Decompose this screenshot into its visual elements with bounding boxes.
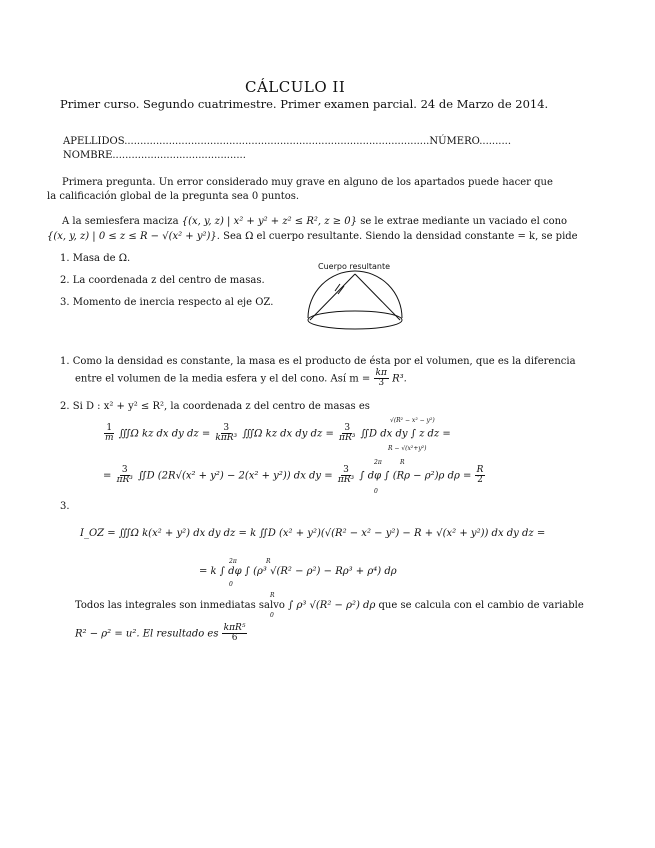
page-title: CÁLCULO II xyxy=(245,78,346,96)
figure-drawing xyxy=(300,258,410,338)
integral-upper-2pi: 2π xyxy=(374,459,382,466)
integral-lower-limit: R − √(x²+y²) xyxy=(388,445,427,452)
solution-2-equation-1: $\frac{1}{m}$ ∭Ω kz dx dy dz = $\frac{3}{\text{kπR³}}$ ∭Ω kz dx dy dz = $\frac{3}{\text{πR³}}$ ∬D dx dy ∫ z dz = xyxy=(105,423,451,444)
subtitle: Primer curso. Segundo cuatrimestre. Primer examen parcial. 24 de Marzo de 2014. xyxy=(60,97,549,111)
solution-1-line-1: 1. Como la densidad es constante, la masa es el producto de ésta por el volumen, que es la diferencia xyxy=(60,356,576,367)
solution-3-label: 3. xyxy=(60,501,70,512)
intro-line-1: Primera pregunta. Un error considerado muy grave en alguno de los apartados puede hacer que xyxy=(62,177,553,188)
solution-2-equation-2: = $\frac{3}{\text{πR³}}$ ∬D (2R√(x² + y²) − 2(x² + y²)) dx dy = $\frac{3}{\text{πR³}}$ ∫ dφ ∫ (Rρ − ρ²)ρ dρ = $\frac{R}{2}$ xyxy=(103,465,484,486)
problem-line-2: {(x, y, z) | 0 ≤ z ≤ R − √(x² + y²)}. Sea Ω el cuerpo resultante. Siendo la densidad constante = k, se pide xyxy=(47,231,578,242)
question-item-3: 3. Momento de inercia respecto al eje OZ. xyxy=(60,297,274,308)
question-item-1: 1. Masa de Ω. xyxy=(60,253,131,264)
problem-line-1: A la semiesfera maciza {(x, y, z) | x² + y² + z² ≤ R², z ≥ 0} se le extrae mediante un vaciado el cono xyxy=(62,216,568,227)
integral-upper-r: R xyxy=(400,459,405,466)
intro-line-2: la calificación global de la pregunta sea 0 puntos. xyxy=(47,191,300,202)
solution-1-line-2: entre el volumen de la media esfera y el del cono. Así m = $\frac{k\pi}{3}$ R³. xyxy=(75,368,407,389)
final-int-lower: 0 xyxy=(270,612,274,619)
s3-upper-r: R xyxy=(266,558,271,565)
final-line-2: R² − ρ² = u². El resultado es $\frac{\text{kπR⁵}}{6}$ xyxy=(75,623,246,644)
figure-label: Cuerpo resultante xyxy=(318,262,391,271)
apellidos-field: APELLIDOS................................................................................................NÚMERO.......... xyxy=(63,136,511,147)
final-int-upper: R xyxy=(270,592,275,599)
integral-upper-limit: √(R² − x² − y²) xyxy=(390,417,435,424)
solution-3-equation-1: I_OZ = ∭Ω k(x² + y²) dx dy dz = k ∬D (x² + y²)(√(R² − x² − y²) − R + √(x² + y²)) dx dy dz = xyxy=(80,528,546,539)
solution-3-equation-2: = k ∫ dφ ∫ (ρ³ √(R² − ρ²) − Rρ³ + ρ⁴) dρ xyxy=(199,566,397,577)
nombre-field: NOMBRE.......................................... xyxy=(63,150,246,161)
integral-lower-0: 0 xyxy=(374,488,378,495)
hemisphere-figure xyxy=(300,258,410,338)
question-item-2: 2. La coordenada z del centro de masas. xyxy=(60,275,265,286)
s3-lower-0: 0 xyxy=(229,581,233,588)
solution-2-line: 2. Si D : x² + y² ≤ R², la coordenada z del centro de masas es xyxy=(60,401,370,412)
s3-upper-2pi: 2π xyxy=(229,558,237,565)
final-line-1: Todos las integrales son inmediatas salvo ∫ ρ³ √(R² − ρ²) dρ que se calcula con el cambio de variable xyxy=(75,600,584,611)
